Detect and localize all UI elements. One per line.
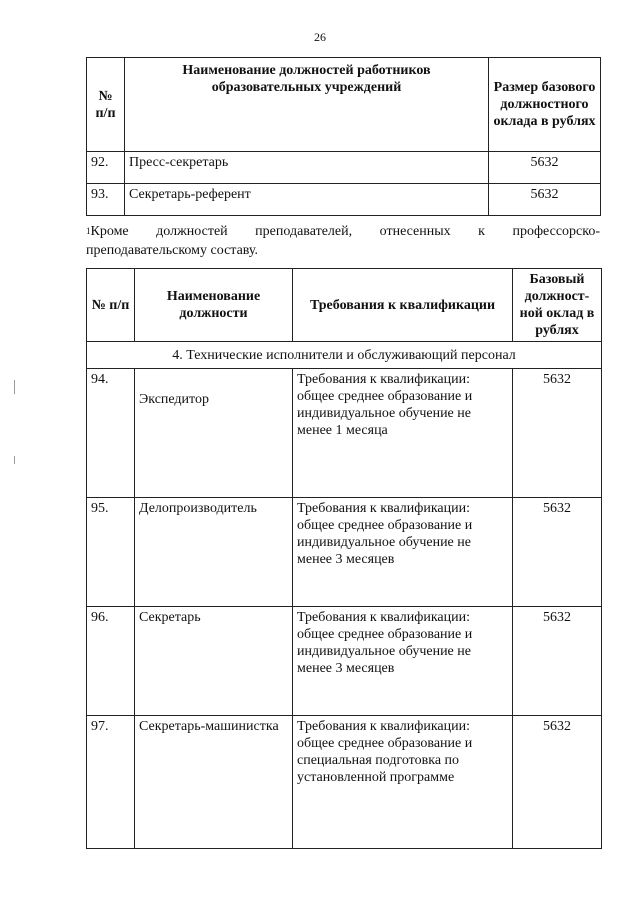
row-num: 95. <box>87 498 135 607</box>
row-requirements: Требования к квалификации: общее среднее образование и индивидуальное обучение не менее 3 месяцев <box>293 498 513 607</box>
row-position-name: Секретарь-референт <box>125 184 489 216</box>
footnote-mark: 1 <box>86 226 91 236</box>
footnote-text: Кроме должностей преподавателей, отнесенных к профессорско-преподавательскому составу. <box>86 224 600 258</box>
row-num: 92. <box>87 152 125 184</box>
row-num: 97. <box>87 716 135 849</box>
table-row <box>87 607 602 716</box>
table-row <box>87 152 601 184</box>
row-salary: 5632 <box>513 716 602 849</box>
header-position-name: Наименование должности <box>135 269 293 342</box>
row-num: 96. <box>87 607 135 716</box>
section-row <box>87 342 602 369</box>
row-num: 93. <box>87 184 125 216</box>
row-salary: 5632 <box>489 184 601 216</box>
row-position-name: Делопроизводитель <box>135 498 293 607</box>
row-position-name: Секретарь <box>135 607 293 716</box>
table-header-row <box>87 58 601 152</box>
page-number: 26 <box>314 30 326 44</box>
row-position-name: Пресс-секретарь <box>125 152 489 184</box>
footnote <box>86 222 600 260</box>
qualification-table <box>86 268 602 849</box>
table-row <box>87 369 602 498</box>
header-salary: Размер базового должностного оклада в рублях <box>489 58 601 152</box>
row-position-name: Секретарь-машинистка <box>135 716 293 849</box>
scan-margin-mark <box>14 380 15 394</box>
row-salary: 5632 <box>513 369 602 498</box>
header-num: № п/п <box>87 269 135 342</box>
row-num: 94. <box>87 369 135 498</box>
header-requirements: Требования к квалификации <box>293 269 513 342</box>
header-num: № п/п <box>87 58 125 152</box>
table-header-row <box>87 269 602 342</box>
row-salary: 5632 <box>513 607 602 716</box>
row-salary: 5632 <box>513 498 602 607</box>
header-salary: Базовый должност-ной оклад в рублях <box>513 269 602 342</box>
section-title: 4. Технические исполнители и обслуживающий персонал <box>87 342 602 369</box>
table-row <box>87 716 602 849</box>
row-requirements: Требования к квалификации: общее среднее образование и индивидуальное обучение не менее 1 месяца <box>293 369 513 498</box>
scan-margin-mark <box>14 456 15 464</box>
header-position-name: Наименование должностей работников образовательных учреждений <box>125 58 489 152</box>
table-row <box>87 184 601 216</box>
row-requirements: Требования к квалификации: общее среднее образование и индивидуальное обучение не менее 3 месяцев <box>293 607 513 716</box>
salary-table-1 <box>86 57 601 216</box>
row-requirements: Требования к квалификации: общее среднее образование и специальная подготовка по установленной программе <box>293 716 513 849</box>
row-position-name: Экспедитор <box>135 369 293 498</box>
table-row <box>87 498 602 607</box>
row-salary: 5632 <box>489 152 601 184</box>
